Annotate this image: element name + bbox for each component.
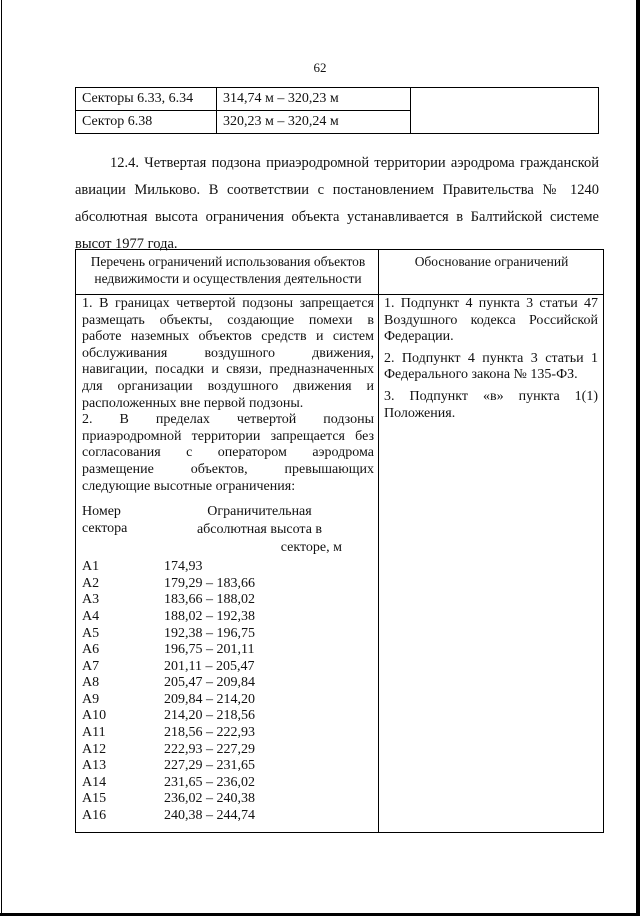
sector-id: А2 [82, 575, 100, 591]
sector-height-range: 192,38 – 196,75 [164, 625, 255, 641]
justification-item [384, 351, 598, 384]
header-line: Перечень ограничений использования объектов [90, 254, 366, 269]
restrictions-text [82, 296, 374, 825]
header-line: недвижимости и осуществления деятельности [94, 271, 362, 286]
table-row [82, 626, 374, 643]
sector-number-header-line: Номер [82, 504, 121, 520]
sector-id: А12 [82, 741, 107, 757]
sector-id: А1 [82, 559, 100, 575]
range-cell: 314,74 м – 320,23 м [217, 88, 411, 111]
justification-item [384, 296, 598, 346]
sector-height-range: 179,29 – 183,66 [164, 575, 255, 591]
restriction-line: обслуживания воздушного движения, [82, 345, 374, 361]
sector-id: А3 [82, 592, 100, 608]
scan-border-right [636, 0, 640, 916]
range-cell: 320,23 м – 320,24 м [217, 111, 411, 134]
restriction-line: размещение объектов, превышающих [82, 461, 374, 477]
table-row [82, 791, 374, 808]
sector-height-range: 240,38 – 244,74 [164, 808, 255, 824]
table-row [82, 609, 374, 626]
justification-line: 1. Подпункт 4 пункта 3 статьи 47 [384, 296, 598, 311]
restriction-line: 2. В пределах четвертой подзоны [82, 412, 374, 428]
sector-height-range: 183,66 – 188,02 [164, 592, 255, 608]
sector-height-range: 174,93 [164, 559, 203, 575]
sector-id: А9 [82, 691, 100, 707]
sector-id: А16 [82, 808, 107, 824]
restriction-line: работе наземных объектов средств и систем [82, 329, 374, 345]
sector-height-range: 231,65 – 236,02 [164, 774, 255, 790]
sector-id: А6 [82, 642, 100, 658]
justification-line: Воздушного кодекса Российской [384, 312, 598, 328]
header-restrictions-list [80, 253, 376, 287]
sector-height-range: 205,47 – 209,84 [164, 675, 255, 691]
sector-id: А5 [82, 625, 100, 641]
sector-number-header [82, 503, 127, 537]
restriction-line: навигации, посадки и связи, предназначенных [82, 362, 374, 378]
justification-line: Федерального закона № 135-ФЗ. [384, 367, 578, 383]
sector-id: А13 [82, 758, 107, 774]
restriction-line: расположенных вне первой подзоны. [82, 395, 304, 411]
sector-id: А15 [82, 791, 107, 807]
restriction-line: приаэродромной территории запрещается без [82, 428, 374, 444]
table-row [82, 692, 374, 709]
sector-height-range: 188,02 – 192,38 [164, 608, 255, 624]
scan-border-left [1, 0, 2, 916]
restriction-line: следующие высотные ограничения: [82, 478, 296, 494]
page-number: 62 [313, 60, 327, 75]
sector-cell: Сектор 6.38 [76, 111, 217, 134]
restriction-line: размещать объекты, создающие помехи в [82, 312, 374, 328]
paragraph-line: авиации Мильково. В соответствии с постановлением Правительства № 1240 [75, 182, 599, 198]
table-row [82, 758, 374, 775]
paragraph-line: высот 1977 года. [75, 236, 178, 252]
sector-height-range: 209,84 – 214,20 [164, 691, 255, 707]
restriction-line: согласования с оператором аэродрома [82, 445, 374, 461]
table-row [82, 742, 374, 759]
sector-height-range: 214,20 – 218,56 [164, 708, 255, 724]
sector-id: А10 [82, 708, 107, 724]
section-paragraph [75, 150, 599, 258]
paragraph-line: 12.4. Четвертая подзона приаэродромной территории аэродрома гражданской [110, 155, 599, 171]
table-row [82, 659, 374, 676]
justification-line: 2. Подпункт 4 пункта 3 статьи 1 [384, 350, 598, 366]
paragraph-line: абсолютная высота ограничения объекта устанавливается в Балтийской системе [75, 209, 599, 225]
table-row [82, 642, 374, 659]
restrictions-table [75, 249, 604, 833]
table-row [82, 725, 374, 742]
sector-id: А11 [82, 725, 106, 741]
sector-id: А14 [82, 774, 107, 790]
justification-item [384, 389, 598, 422]
justification-text [384, 296, 598, 427]
table-row [82, 708, 374, 725]
table-row [82, 775, 374, 792]
table-row [82, 559, 374, 576]
sector-cell: Секторы 6.33, 6.34 [76, 88, 217, 111]
sector-id: А4 [82, 608, 100, 624]
sector-list [82, 559, 374, 825]
column-divider [378, 250, 379, 832]
sector-id: А7 [82, 658, 100, 674]
sector-number-header-line: сектора [82, 521, 128, 537]
height-limit-header-line: секторе, м [280, 540, 342, 556]
justification-line: Федерации. [384, 329, 454, 345]
restriction-line: для организации воздушного движения и [82, 378, 374, 394]
table-row [82, 808, 374, 825]
justification-line: Положения. [384, 405, 456, 421]
sector-height-range: 201,11 – 205,47 [164, 658, 255, 674]
height-limit-header-line: Ограничительная [207, 504, 312, 520]
table-row [82, 576, 374, 593]
sector-id: А8 [82, 675, 100, 691]
table-row [82, 592, 374, 609]
sector-header [82, 503, 374, 559]
restriction-line: 1. В границах четвертой подзоны запрещается [82, 296, 374, 311]
sector-height-range: 218,56 – 222,93 [164, 725, 255, 741]
table-row [76, 88, 599, 111]
sector-height-range: 236,02 – 240,38 [164, 791, 255, 807]
note-cell [411, 88, 599, 134]
height-limit-header-line: абсолютная высота в [196, 522, 323, 538]
sector-height-range: 196,75 – 201,11 [164, 642, 255, 658]
header-justification: Обоснование ограничений [414, 254, 569, 269]
table-row [82, 675, 374, 692]
sector-height-range: 227,29 – 231,65 [164, 758, 255, 774]
justification-line: 3. Подпункт «в» пункта 1(1) [384, 388, 598, 404]
sector-height-range: 222,93 – 227,29 [164, 741, 255, 757]
height-limit-header [177, 503, 342, 557]
sector-continuation-table [75, 87, 599, 134]
